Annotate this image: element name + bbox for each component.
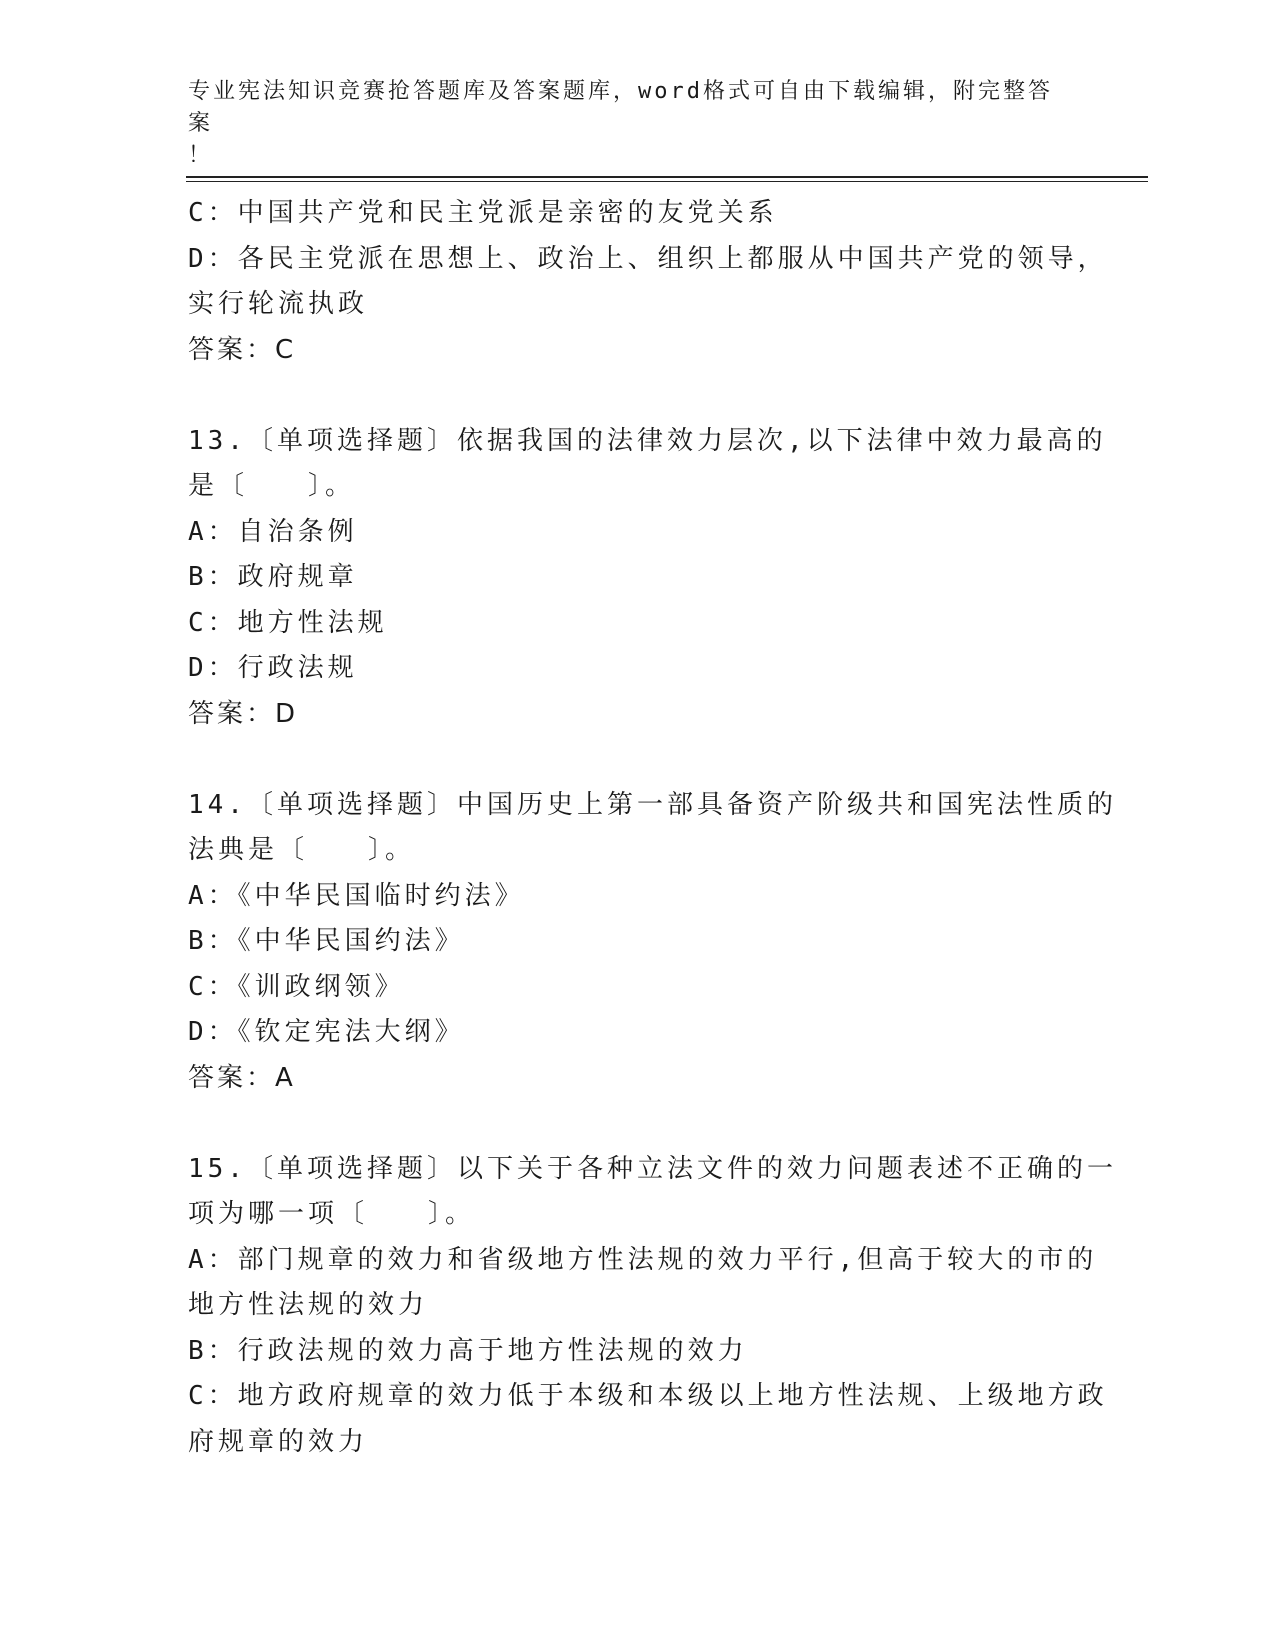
text-line: 答案：C — [188, 334, 297, 365]
text-line: C：《训政纲领》 — [188, 971, 405, 1002]
option-item — [188, 1238, 1098, 1329]
text-line: 答案：A — [188, 1062, 296, 1093]
option-item — [188, 1010, 1088, 1056]
block-spacer — [188, 737, 1088, 783]
answer-line — [188, 328, 1088, 374]
text-line: 府规章的效力 — [188, 1426, 369, 1457]
text-line: 答案：D — [188, 698, 299, 729]
document-header — [188, 76, 1068, 172]
option-item — [188, 237, 1108, 328]
text-line: B：《中华民国约法》 — [188, 926, 465, 956]
block-spacer — [188, 1101, 1088, 1147]
option-item — [188, 1329, 1088, 1375]
text-line: B：政府规章 — [188, 562, 358, 592]
option-item — [188, 555, 1088, 601]
text-line: 法典是〔 〕。 — [188, 835, 416, 865]
option-item — [188, 874, 1088, 920]
text-line: D：行政法规 — [188, 653, 358, 683]
text-line: C：地方政府规章的效力低于本级和本级以上地方性法规、上级地方政 — [188, 1381, 1108, 1411]
text-line: 15.〔单项选择题〕以下关于各种立法文件的效力问题表述不正确的一 — [188, 1153, 1117, 1184]
text-line: C：地方性法规 — [188, 607, 388, 638]
text-line: 地方性法规的效力 — [188, 1290, 429, 1320]
text-line: D：《钦定宪法大纲》 — [188, 1017, 465, 1047]
text-line: 13.〔单项选择题〕依据我国的法律效力层次,以下法律中效力最高的 — [188, 425, 1107, 456]
text-line: A：部门规章的效力和省级地方性法规的效力平行,但高于较大的市的 — [188, 1244, 1098, 1275]
question-stem — [188, 1147, 1117, 1238]
option-item — [188, 919, 1088, 965]
option-item — [188, 965, 1088, 1011]
text-line: A：自治条例 — [188, 516, 358, 547]
text-line: B：行政法规的效力高于地方性法规的效力 — [188, 1335, 748, 1366]
text-line: A：《中华民国临时约法》 — [188, 880, 525, 911]
text-line: 实行轮流执政 — [188, 289, 369, 319]
answer-line — [188, 1056, 1088, 1102]
option-item — [188, 1374, 1108, 1465]
text-line: 14.〔单项选择题〕中国历史上第一部具备资产阶级共和国宪法性质的 — [188, 789, 1117, 820]
question-stem — [188, 419, 1107, 510]
question-stem — [188, 783, 1117, 874]
option-item — [188, 601, 1088, 647]
header-title: 专业宪法知识竞赛抢答题库及答案题库，word格式可自由下载编辑，附完整答案 — [188, 79, 1053, 136]
text-line: D：各民主党派在思想上、政治上、组织上都服从中国共产党的领导， — [188, 243, 1108, 274]
answer-line — [188, 692, 1088, 738]
option-item — [188, 646, 1088, 692]
header-title-continuation: ！ — [188, 143, 214, 168]
text-line: C：中国共产党和民主党派是亲密的友党关系 — [188, 198, 778, 228]
option-item — [188, 191, 1088, 237]
question-content — [188, 191, 1117, 1465]
header-divider-thin — [186, 181, 1148, 182]
text-line: 是〔 〕。 — [188, 471, 356, 501]
header-divider-thick — [186, 176, 1148, 178]
text-line: 项为哪一项〔 〕。 — [188, 1199, 476, 1229]
option-item — [188, 510, 1088, 556]
block-spacer — [188, 373, 1088, 419]
